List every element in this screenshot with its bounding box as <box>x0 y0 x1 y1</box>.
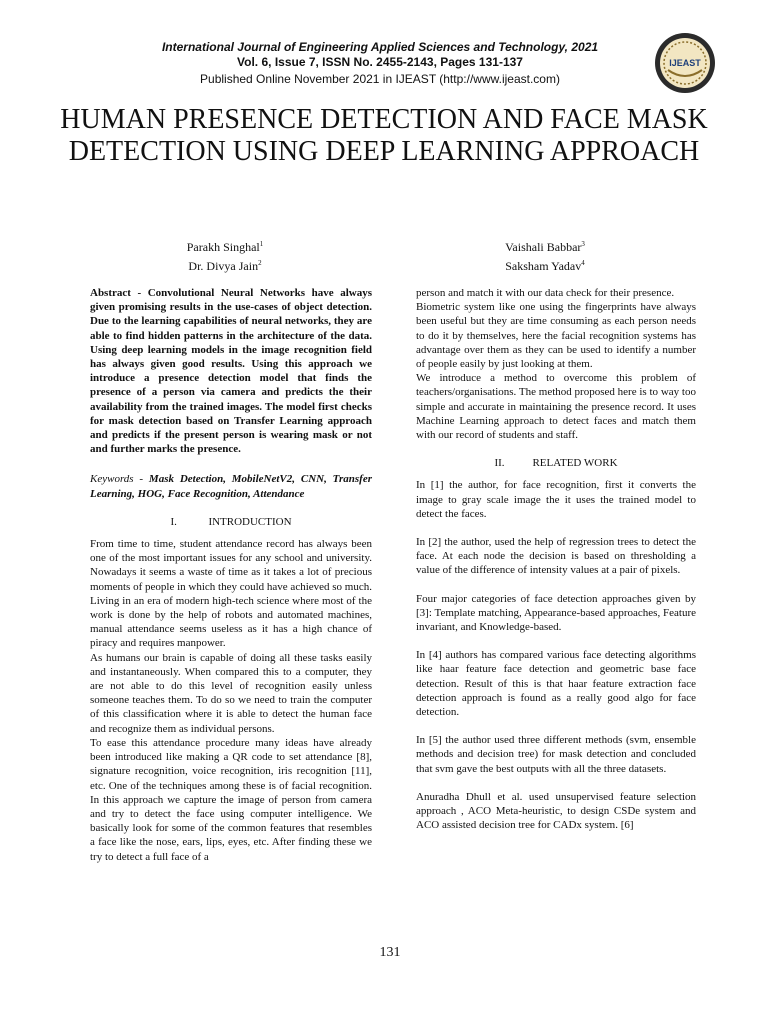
journal-logo <box>654 32 716 94</box>
publication-note: Published Online November 2021 in IJEAST (http://www.ijeast.com) <box>200 72 560 86</box>
paragraph: person and match it with our data check for their presence. <box>416 287 675 299</box>
section-heading-introduction: I. INTRODUCTION <box>170 515 292 528</box>
paragraph: We introduce a method to overcome this problem of teachers/organisations. The method proposed here is to way too simple and accurate in maintaining the presence record. It uses Machine Learning approach to detect faces and match them with our record of students and staff. <box>416 372 696 442</box>
author: Parakh Singhal$^1$ <box>186 240 264 254</box>
paragraph: Four major categories of face detection approaches given by [3]: Template matching, Appearance-based approaches, Feature invariant, and Knowledge-based. <box>416 592 696 634</box>
paragraph: To ease this attendance procedure many ideas have already been introduced like making a QR code to set attendance [8], signature recognition, voice recognition, iris recognition [11], etc. One of the techniques among these is of facial recognition. In this approach we capture the image of person from camera and try to detect the face using computer intelligence. We basically look for some of the common features that resembles a face like the nose, ears, lips, eyes, etc. After finding these we try to detect a full face of a <box>90 736 372 863</box>
authors-right <box>490 236 600 274</box>
author: Vaishali Babbar$^3$ <box>505 240 585 254</box>
right-column <box>416 286 696 833</box>
paragraph: In [4] authors has compared various face detecting algorithms like haar feature face detection and geometric base face detection. Result of this is that haar feature extraction face detection approach is found as a really good algo for face detection. <box>416 649 696 719</box>
paragraph: As humans our brain is capable of doing all these tasks easily and instantaneously. When compared this to a computer, they are not able to do this level of recognition easily unless someone teaches them. To do so we need to train the computer of this classification where it is able to detect the human face and recognize them as individual persons. <box>90 651 372 735</box>
paragraph: From time to time, student attendance record has always been one of the most important issues for any school and university. Nowadays it seems a waste of time as it takes a lot of precious moments of people in which they could have achieved so much. Living in an era of modern high-tech science where most of the work is done by the help of robots and automated machines, manual attendance seems useless as it has a high chance of piracy and requires manpower. <box>90 538 372 650</box>
paragraph: In [2] the author, used the help of regression trees to detect the face. At each node the decision is based on thresholding a value of the difference of intensity values at a pair of pixels. <box>416 536 696 577</box>
journal-volume: Vol. 6, Issue 7, ISSN No. 2455-2143, Pages 131-137 <box>237 55 523 69</box>
authors-left <box>160 236 290 274</box>
logo-text: IJEAST <box>669 58 701 68</box>
paper-title: HUMAN PRESENCE DETECTION AND FACE MASK DETECTION USING DEEP LEARNING APPROACH <box>60 104 708 167</box>
author: Saksham Yadav$^4$ <box>505 259 585 273</box>
page-number: 131 <box>379 945 401 960</box>
left-column <box>90 286 372 864</box>
section-heading-related-work: II. RELATED WORK <box>494 457 618 470</box>
paragraph: Anuradha Dhull et al. used unsupervised feature selection approach , ACO Meta-heuristic, to design CSDe system and ACO assisted decision tree for CADx system. [6] <box>416 790 696 832</box>
paragraph: In [5] the author used three different methods (svm, ensemble methods and decision tree) for mask detection and concluded that svm gave the best outputs with all the three datasets. <box>416 734 696 775</box>
journal-name: International Journal of Engineering Applied Sciences and Technology, 2021 <box>161 40 599 54</box>
paragraph: In [1] the author, for face recognition, first it converts the image to gray scale image the it uses the trained model to detect the faces. <box>416 479 696 520</box>
abstract: Abstract - Convolutional Neural Networks have always given promising results in the use-cases of object detection. Due to the learning capabilities of neural networks, they are able to find hidden patterns in the architecture of the data. Using deep learning models in the image recognition field has always given good results. Using this approach we introduce a presence detection model that finds the presence of a person via camera and predicts the their availability from the trained images. The model first checks for mask detection based on Transfer Learning approach and predicts if the present person is wearing mask or not and further marks the presence. <box>90 287 372 456</box>
paragraph: Biometric system like one using the fingerprints have always been useful but they are time consuming as each person needs to do it by themselves, here the facial recognition systems has advantage over them as they can be used to identify a number of people easily by just looking at them. <box>416 301 696 371</box>
author: Dr. Divya Jain$^2$ <box>188 259 262 273</box>
keywords: Keywords - Mask Detection, MobileNetV2, CNN, Transfer Learning, HOG, Face Recognition, Attendance <box>90 473 372 500</box>
